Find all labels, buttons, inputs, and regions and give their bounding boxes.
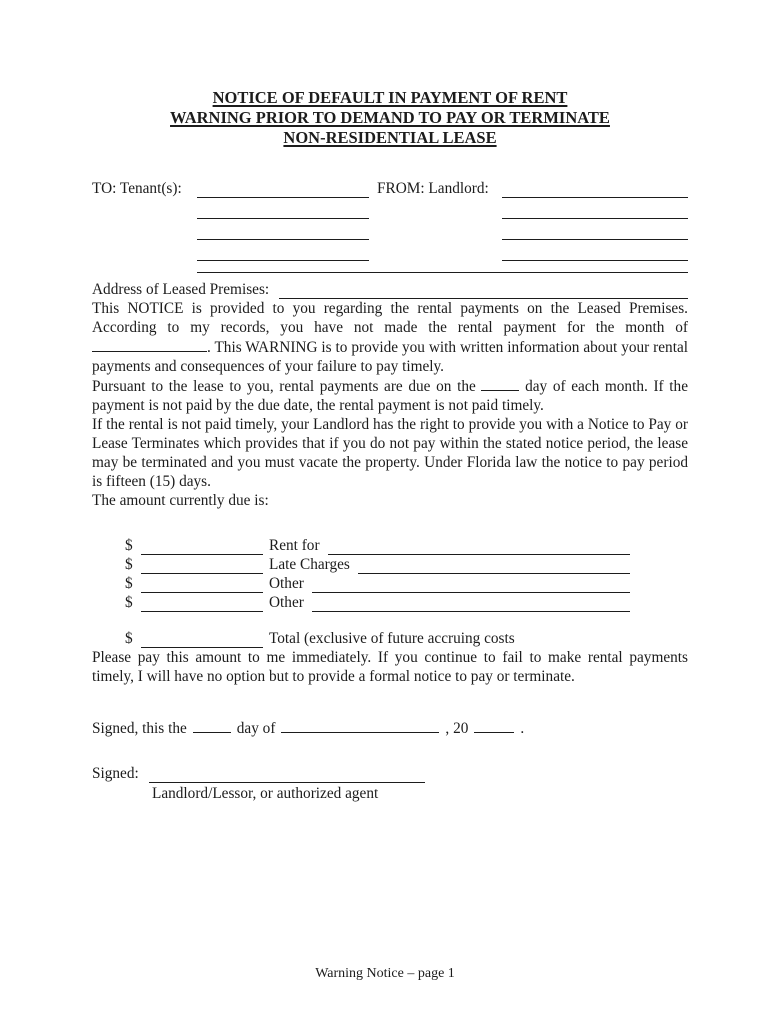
amount-section [125, 536, 630, 648]
period-text: . [520, 720, 525, 737]
premises-extra-line[interactable] [197, 272, 688, 273]
tenant-name-line-3[interactable] [197, 239, 369, 240]
parties-section [92, 176, 688, 299]
dollar-sign: $ [125, 630, 133, 647]
dollar-sign: $ [125, 556, 133, 573]
signed-year-blank[interactable] [474, 718, 514, 733]
other2-amount-blank[interactable] [141, 597, 263, 612]
remedy-paragraph: If the rental is not paid timely, your Landlord has the right to provide you with a Notice to Pay or Lease Terminates which provides that if you do not pay within the stated notice period, the lease may be terminated and you must vacate the property. Under Florida law the notice to pay period is fifteen (15) days. [92, 416, 688, 490]
parties-row-4 [92, 240, 688, 261]
signature-row [92, 761, 688, 783]
document-title [92, 88, 688, 148]
signed-day-blank[interactable] [193, 718, 231, 733]
tenant-name-line-1[interactable] [197, 197, 369, 198]
rent-amount-blank[interactable] [141, 540, 263, 555]
landlord-name-line-3[interactable] [502, 239, 688, 240]
landlord-name-line-1[interactable] [502, 197, 688, 198]
notice-paragraph [92, 299, 688, 376]
due-date-text-before: Pursuant to the lease to you, rental payments are due on the [92, 378, 476, 395]
amount-row-other-2 [125, 593, 630, 612]
total-amount-blank[interactable] [141, 633, 263, 648]
notice-text-before: This NOTICE is provided to you regarding the rental payments on the Leased Premises. According to my records, you have not made the rental payment for the month of [92, 300, 688, 336]
amount-row-total [125, 629, 630, 648]
comma-20-text: , 20 [445, 720, 469, 737]
amount-label-late-charges: Late Charges [269, 556, 350, 573]
document-title-line-3: NON-RESIDENTIAL LEASE [283, 128, 497, 147]
other2-detail-line[interactable] [312, 611, 630, 612]
dollar-sign: $ [125, 537, 133, 554]
late-charges-amount-blank[interactable] [141, 559, 263, 574]
signed-this-the-text: Signed, this the [92, 720, 187, 737]
landlord-name-line-4[interactable] [502, 260, 688, 261]
signed-month-blank[interactable] [281, 718, 439, 733]
parties-row-1 [92, 176, 688, 198]
from-landlord-label: FROM: Landlord: [377, 180, 489, 197]
document-title-line-1: NOTICE OF DEFAULT IN PAYMENT OF RENT [212, 88, 568, 107]
address-row [92, 275, 688, 299]
amount-label-total: Total (exclusive of future accruing costs [269, 630, 515, 647]
other1-detail-line[interactable] [312, 592, 630, 593]
document-title-line-2: WARNING PRIOR TO DEMAND TO PAY OR TERMINATE [170, 108, 610, 127]
page-footer: Warning Notice – page 1 [315, 966, 455, 981]
signature-line[interactable] [149, 782, 425, 783]
dollar-sign: $ [125, 594, 133, 611]
parties-row-5 [92, 261, 688, 273]
rent-detail-line[interactable] [328, 554, 630, 555]
tenant-name-line-2[interactable] [197, 218, 369, 219]
amount-intro: The amount currently due is: [92, 492, 269, 509]
amount-row-other-1 [125, 574, 630, 593]
due-date-text-after: day of each month. If the payment is not paid by the due date, the rental payment is not paid timely. [92, 378, 688, 414]
signer-caption: Landlord/Lessor, or authorized agent [152, 785, 379, 802]
due-day-blank[interactable] [481, 376, 519, 391]
dollar-sign: $ [125, 575, 133, 592]
amount-label-rent: Rent for [269, 537, 320, 554]
amount-label-other-1: Other [269, 575, 304, 592]
due-date-paragraph [92, 376, 688, 415]
tenant-name-line-4[interactable] [197, 260, 369, 261]
signed-date-line [92, 718, 688, 738]
day-of-text: day of [236, 720, 276, 737]
signed-label: Signed: [92, 765, 139, 782]
other1-amount-blank[interactable] [141, 578, 263, 593]
parties-row-3 [92, 219, 688, 240]
amount-row-late-charges [125, 555, 630, 574]
month-blank[interactable] [92, 337, 207, 352]
notice-text-after: . This WARNING is to provide you with written information about your rental payments and consequences of your failure to pay timely. [92, 339, 688, 375]
amount-row-rent [125, 536, 630, 555]
address-label: Address of Leased Premises: [92, 281, 270, 298]
landlord-name-line-2[interactable] [502, 218, 688, 219]
please-pay-paragraph: Please pay this amount to me immediately. If you continue to fail to make rental payments timely, I will have no option but to provide a formal notice to pay or terminate. [92, 649, 688, 685]
to-tenant-label: TO: Tenant(s): [92, 180, 182, 197]
late-charges-detail-line[interactable] [358, 573, 630, 574]
amount-label-other-2: Other [269, 594, 304, 611]
parties-row-2 [92, 198, 688, 219]
